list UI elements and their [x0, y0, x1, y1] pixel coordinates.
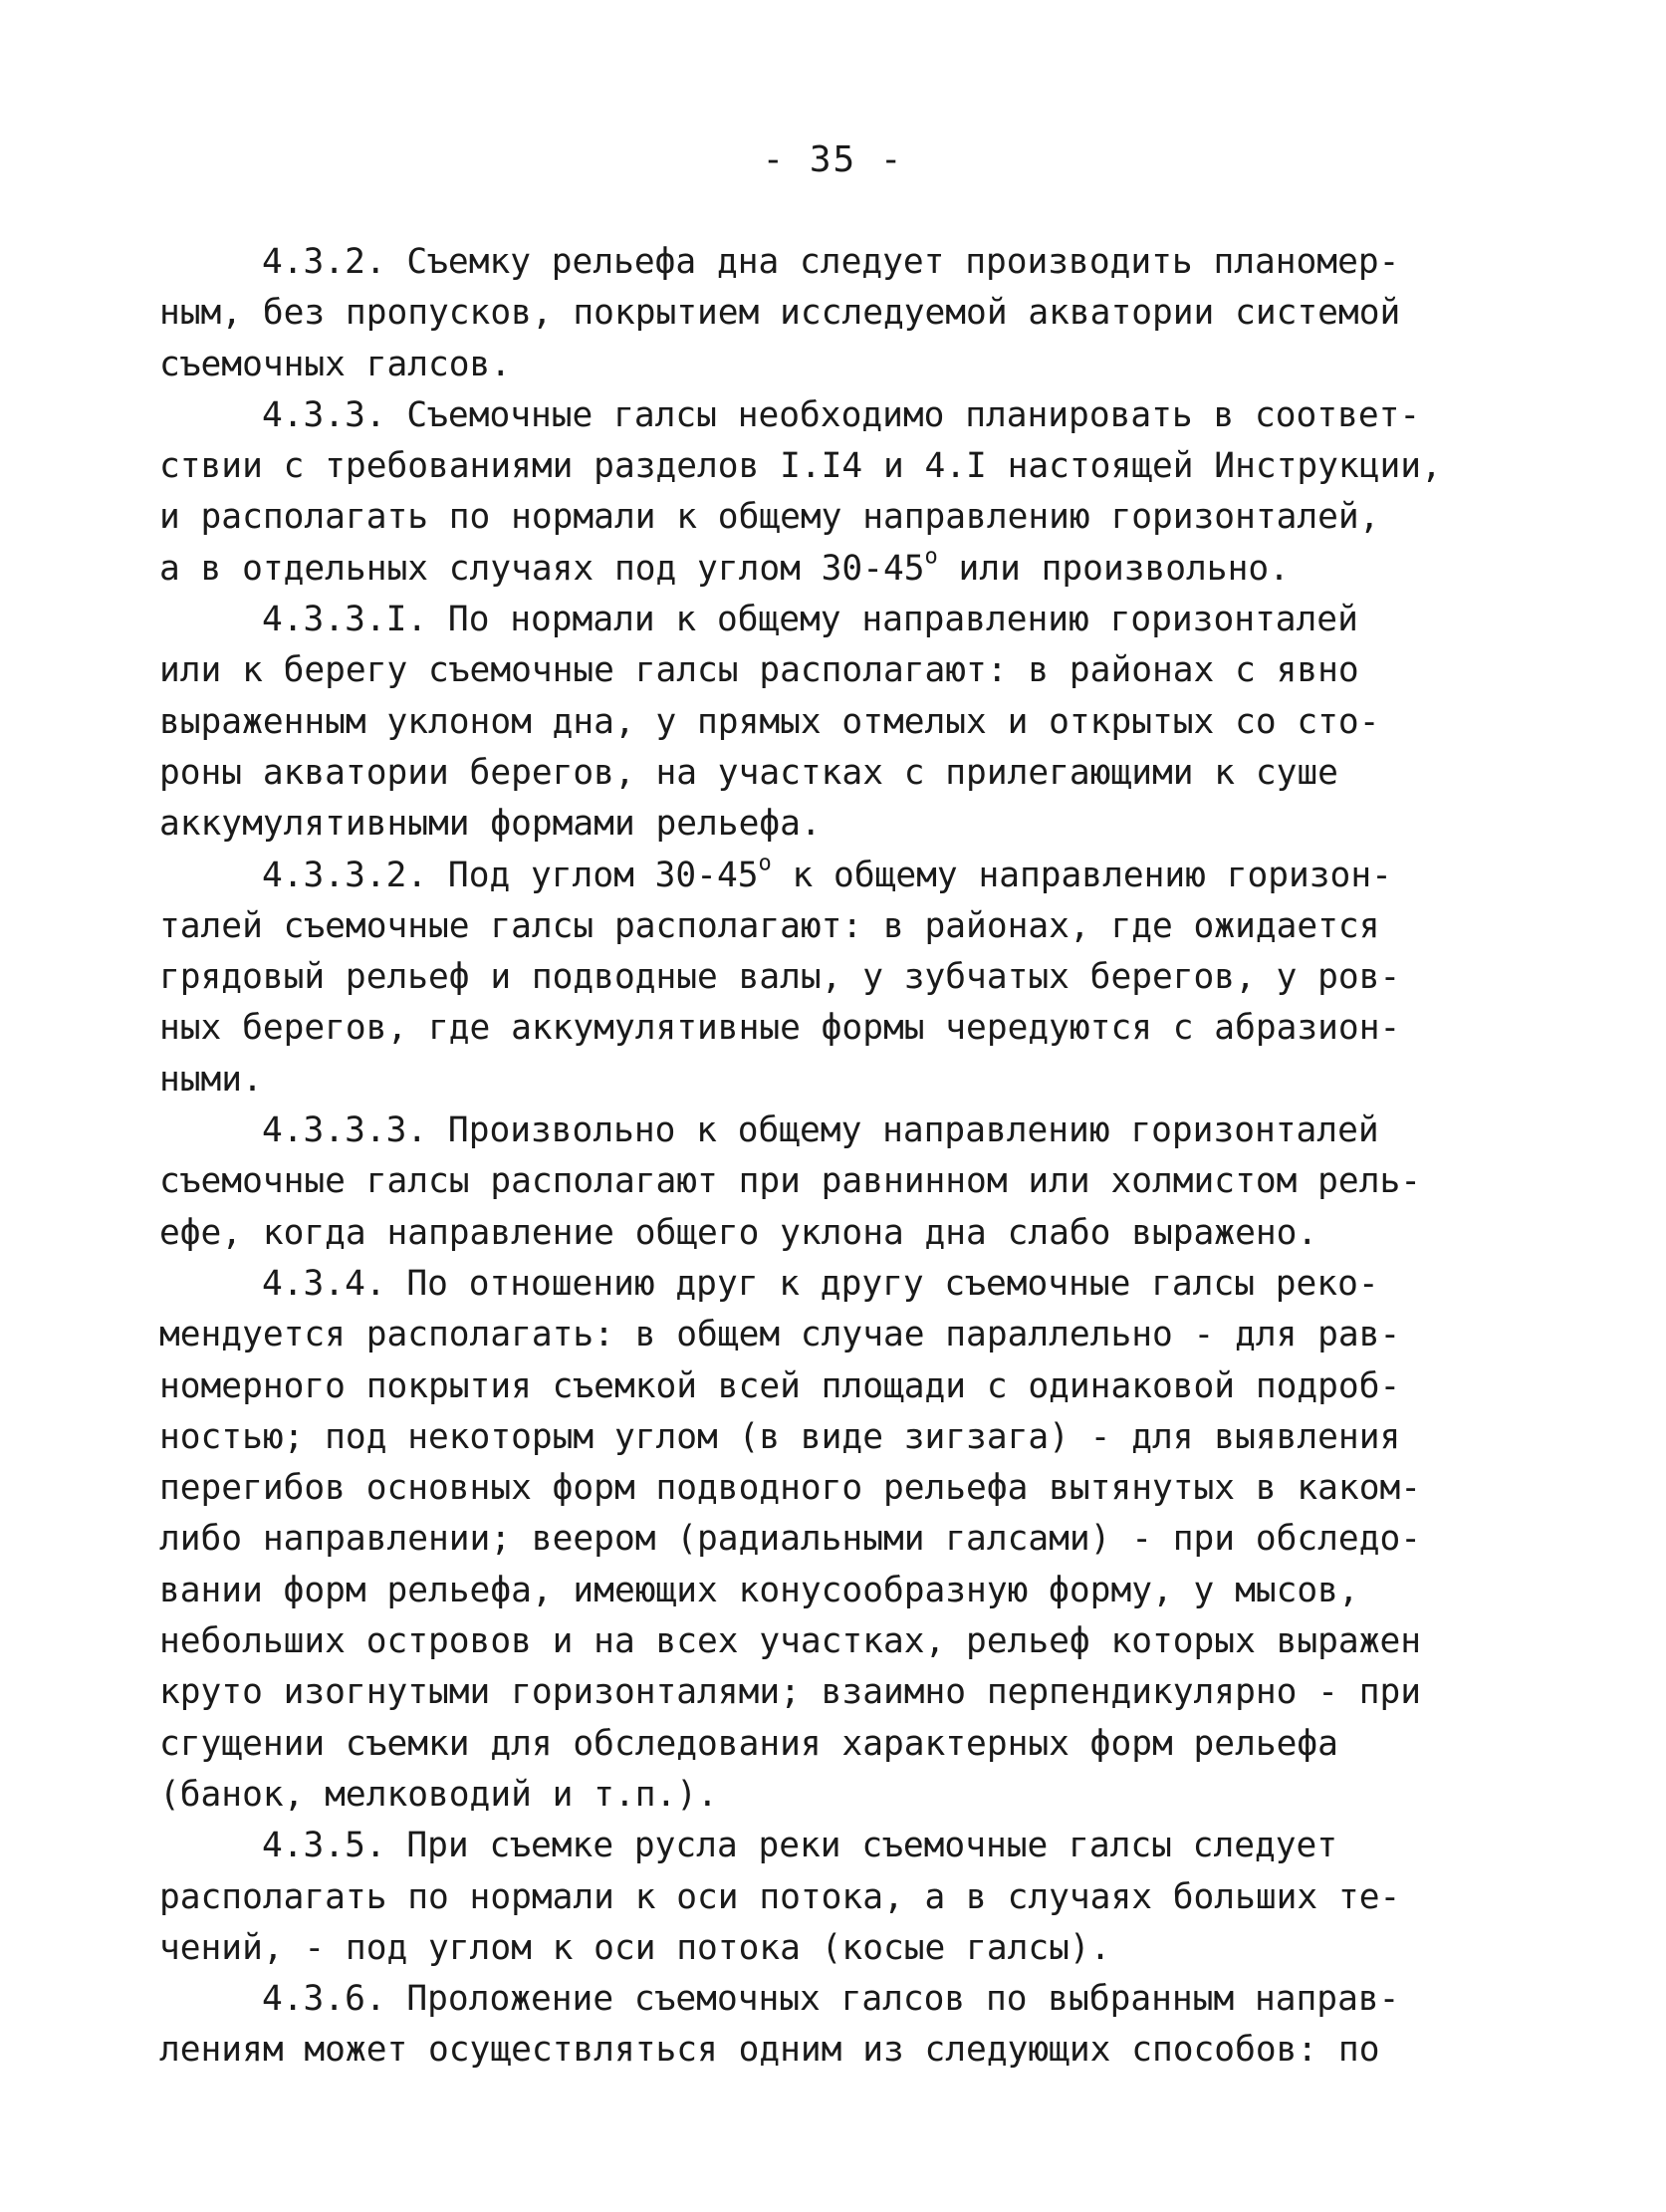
text-line: выраженным уклоном дна, у прямых отмелых и открытых со сто-: [159, 701, 1380, 742]
document-body: [159, 237, 1454, 2077]
text-line: [159, 544, 1454, 595]
text-line: ствии с требованиями разделов I.I4 и 4.I настоящей Инструкции,: [159, 446, 1442, 487]
text-line: 4.3.4. По отношению друг к другу съемочные галсы реко-: [262, 1263, 1379, 1304]
degree-superscript: о: [924, 544, 938, 570]
text-line: аккумулятивными формами рельефа.: [159, 804, 822, 845]
text-line: ностью; под некоторым углом (в виде зигзага) - для выявления: [159, 1416, 1401, 1457]
text-line: талей съемочные галсы располагают: в районах, где ожидается: [159, 905, 1380, 946]
paragraph: [159, 1974, 1454, 2077]
text-line: 4.3.3.3. Произвольно к общему направлению горизонталей: [262, 1110, 1379, 1151]
paragraph: [159, 1821, 1454, 1974]
text-line: грядовый рельеф и подводные валы, у зубчатых берегов, у ров-: [159, 957, 1401, 998]
paragraph: [159, 1106, 1454, 1259]
text-line: [159, 851, 1454, 901]
text-line: располагать по нормали к оси потока, а в случаях больших те-: [159, 1876, 1401, 1917]
text-line: 4.3.5. При съемке русла реки съемочные галсы следует: [262, 1826, 1338, 1866]
text-segment: или произвольно.: [937, 548, 1290, 589]
paragraph: [159, 851, 1454, 1106]
text-line: чений, - под углом к оси потока (косые галсы).: [159, 1927, 1111, 1968]
text-line: небольших островов и на всех участках, рельеф которых выражен: [159, 1621, 1422, 1662]
text-line: ных берегов, где аккумулятивные формы чередуются с абразион-: [159, 1008, 1401, 1049]
paragraph: [159, 595, 1454, 850]
text-line: сгущении съемки для обследования характерных форм рельефа: [159, 1723, 1338, 1764]
text-line: 4.3.2. Съемку рельефа дна следует производить планомер-: [262, 242, 1400, 282]
text-line: съемочных галсов.: [159, 344, 512, 384]
text-line: 4.3.3. Съемочные галсы необходимо планировать в соответ-: [262, 394, 1421, 435]
text-line: вании форм рельефа, имеющих конусообразную форму, у мысов,: [159, 1570, 1359, 1610]
text-line: лениям может осуществляться одним из следующих способов: по: [159, 2030, 1380, 2071]
text-line: 4.3.3.I. По нормали к общему направлению горизонталей: [262, 600, 1358, 640]
text-line: ным, без пропусков, покрытием исследуемой акватории системой: [159, 293, 1401, 334]
paragraph: [159, 390, 1454, 595]
paragraph: [159, 1259, 1454, 1821]
text-line: ными.: [159, 1059, 263, 1100]
text-line: 4.3.6. Проложение съемочных галсов по выбранным направ-: [262, 1979, 1400, 2020]
degree-superscript: о: [758, 851, 772, 876]
text-segment: 4.3.3.2. Под углом 30-45: [262, 855, 759, 895]
text-line: съемочные галсы располагают при равнинном или холмистом рель-: [159, 1161, 1422, 1202]
text-line: ефе, когда направление общего уклона дна слабо выражено.: [159, 1212, 1318, 1253]
text-line: перегибов основных форм подводного рельефа вытянутых в каком-: [159, 1468, 1422, 1509]
text-line: (банок, мелководий и т.п.).: [159, 1774, 718, 1815]
text-line: круто изогнутыми горизонталями; взаимно перпендикулярно - при: [159, 1672, 1422, 1713]
text-line: либо направлении; веером (радиальными галсами) - при обследо-: [159, 1519, 1422, 1560]
paragraph: [159, 237, 1454, 390]
text-line: или к берегу съемочные галсы располагают: в районах с явно: [159, 650, 1359, 691]
text-segment: а в отдельных случаях под углом 30-45: [159, 548, 925, 589]
text-segment: к общему направлению горизон-: [771, 855, 1392, 895]
text-line: мендуется располагать: в общем случае параллельно - для рав-: [159, 1315, 1401, 1355]
text-line: номерного покрытия съемкой всей площади с одинаковой подроб-: [159, 1365, 1401, 1406]
text-line: и располагать по нормали к общему направлению горизонталей,: [159, 497, 1380, 538]
text-line: роны акватории берегов, на участках с прилегающими к суше: [159, 752, 1338, 793]
page-number: - 35 -: [762, 139, 904, 180]
